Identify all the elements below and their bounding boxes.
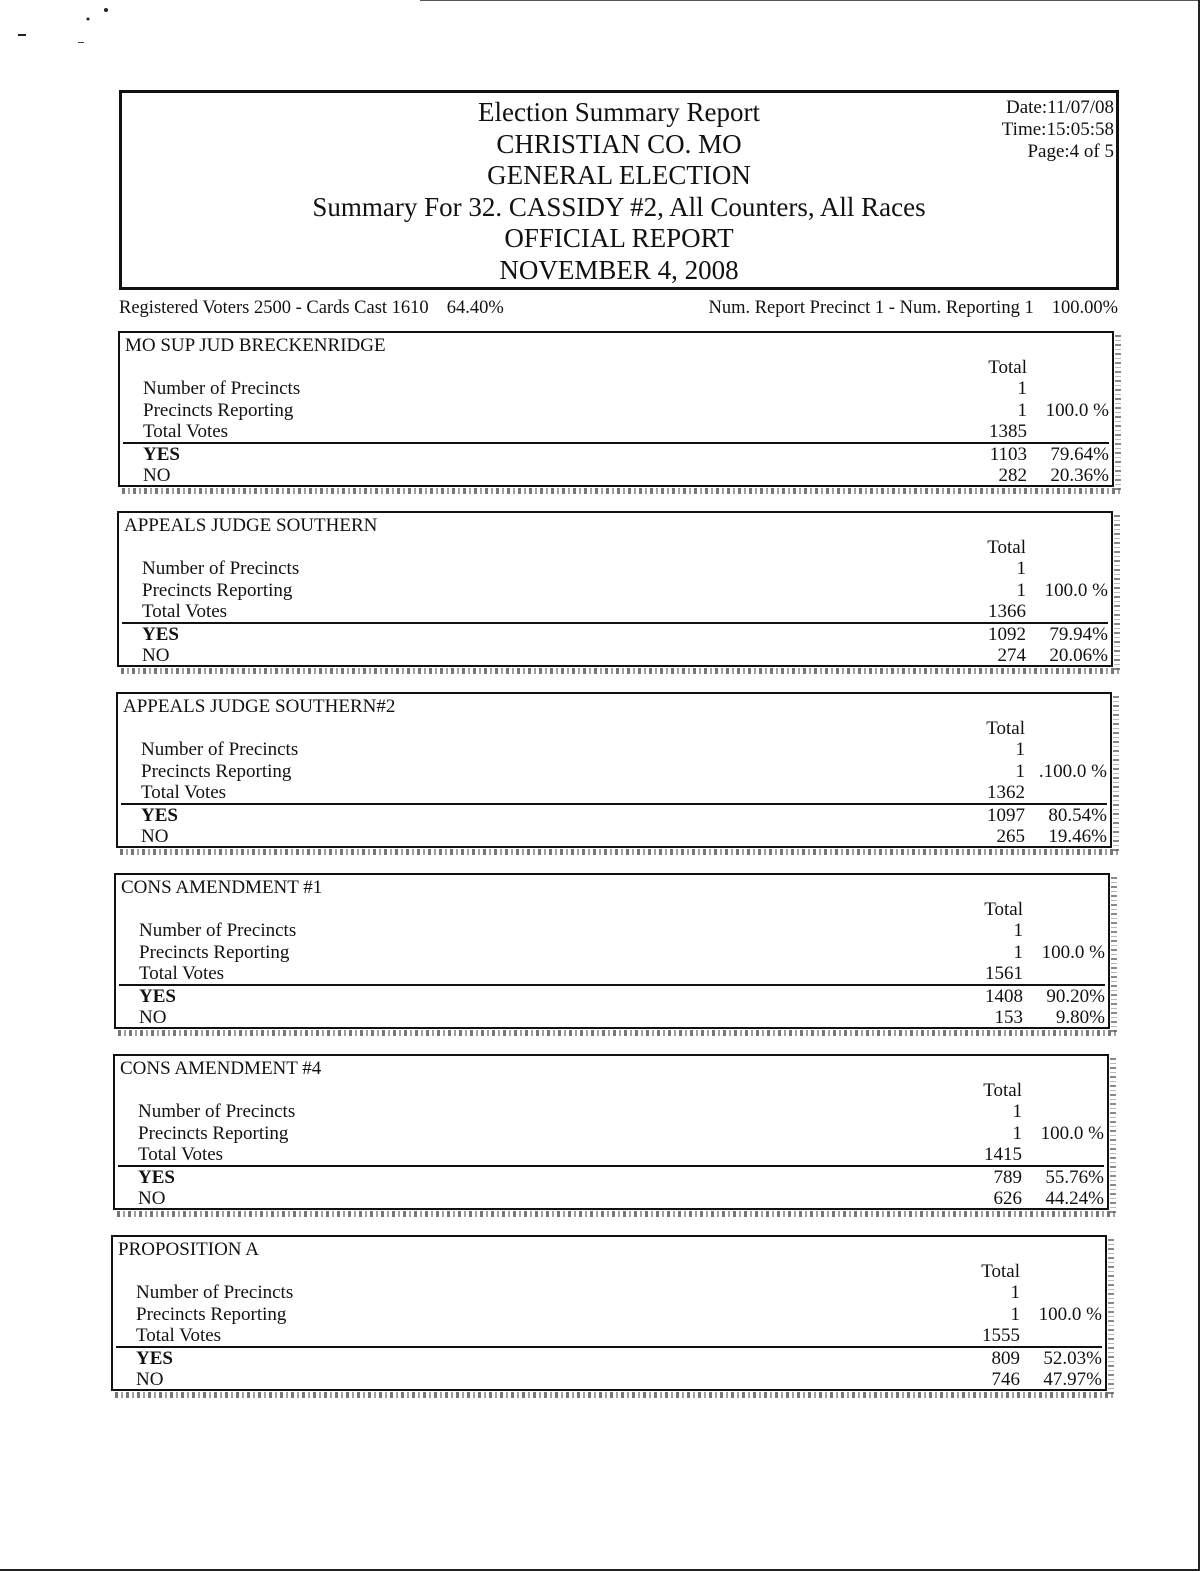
total-votes-value: 1561 [985, 963, 1023, 984]
race-title: CONS AMENDMENT #4 [120, 1058, 322, 1079]
num-precincts-value: 1 [1012, 1101, 1022, 1122]
no-row [119, 645, 1111, 667]
num-precincts-label: Number of Precincts [139, 920, 297, 941]
total-votes-label: Total Votes [142, 601, 228, 622]
num-precincts-label: Number of Precincts [136, 1282, 294, 1303]
yes-votes: 1097 [987, 805, 1025, 826]
scan-top-edge [420, 0, 1200, 1]
total-votes-value: 1362 [987, 782, 1025, 803]
yes-row [120, 444, 1112, 466]
report-meta [1002, 97, 1114, 163]
report-title: Election Summary Report [478, 97, 760, 127]
precincts-reporting-label: Precincts Reporting [138, 1123, 289, 1144]
total-header-row [113, 1261, 1105, 1283]
race-title: MO SUP JUD BRECKENRIDGE [125, 335, 386, 356]
print-artifact-bottom [121, 668, 1119, 674]
precincts-reporting-label: Precincts Reporting [142, 580, 293, 601]
num-precincts-label: Number of Precincts [143, 378, 301, 399]
precincts-reporting-percent: 100.0 % [1041, 942, 1105, 963]
report-page: Page:4 of 5 [1027, 141, 1114, 162]
no-percent: 9.80% [1055, 1007, 1105, 1028]
precincts-reporting-label: Precincts Reporting [141, 761, 292, 782]
yes-label: YES [142, 624, 179, 645]
report-title-block [122, 97, 1116, 286]
yes-row [113, 1348, 1105, 1370]
yes-row [115, 1167, 1107, 1189]
no-votes: 626 [993, 1188, 1022, 1209]
precincts-reporting-row [119, 580, 1111, 602]
print-artifact-bottom [115, 1392, 1113, 1398]
registered-voters-text: Registered Voters 2500 - Cards Cast 1610 [119, 298, 429, 318]
no-label: NO [142, 645, 170, 666]
election-name: GENERAL ELECTION [487, 160, 751, 190]
race-title: CONS AMENDMENT #1 [121, 877, 323, 898]
no-row [116, 1007, 1108, 1029]
yes-label: YES [141, 805, 178, 826]
no-votes: 153 [994, 1007, 1023, 1028]
num-precincts-row [118, 739, 1110, 761]
race-title: APPEALS JUDGE SOUTHERN [124, 515, 378, 536]
race-block [116, 692, 1112, 848]
yes-votes: 809 [991, 1348, 1020, 1369]
total-votes-label: Total Votes [138, 1144, 224, 1165]
turnout-percent: 64.40% [446, 298, 504, 318]
precincts-reporting-row [113, 1304, 1105, 1326]
no-label: NO [136, 1369, 164, 1390]
no-percent: 47.97% [1043, 1369, 1102, 1390]
total-column-header: Total [988, 357, 1027, 378]
print-artifact-side [1111, 877, 1117, 1033]
total-votes-row [120, 421, 1112, 443]
precincts-reporting-row [120, 400, 1112, 422]
print-artifact-bottom [118, 1030, 1116, 1036]
no-row [118, 826, 1110, 848]
precincts-reporting-value: 1 [1015, 761, 1025, 782]
county-name: CHRISTIAN CO. MO [496, 128, 742, 159]
print-artifact-side [1110, 1058, 1116, 1214]
num-precincts-value: 1 [1016, 558, 1026, 579]
yes-percent: 79.94% [1049, 624, 1108, 645]
reporting-text: Num. Report Precinct 1 - Num. Reporting 1 [708, 298, 1034, 318]
num-precincts-value: 1 [1015, 739, 1025, 760]
no-percent: 20.06% [1049, 645, 1108, 666]
total-votes-row [119, 601, 1111, 623]
precincts-reporting-row [118, 761, 1110, 783]
scan-specks [0, 0, 130, 60]
total-votes-row [118, 782, 1110, 804]
precincts-reporting-label: Precincts Reporting [143, 400, 294, 421]
total-header-row [115, 1080, 1107, 1102]
yes-votes: 1408 [985, 986, 1023, 1007]
total-votes-row [113, 1325, 1105, 1347]
no-row [113, 1369, 1105, 1391]
yes-row [119, 624, 1111, 646]
precincts-reporting-summary [708, 298, 1118, 319]
yes-votes: 1092 [988, 624, 1026, 645]
print-artifact-side [1113, 696, 1119, 852]
yes-row [118, 805, 1110, 827]
precincts-reporting-value: 1 [1016, 580, 1026, 601]
precincts-reporting-label: Precincts Reporting [136, 1304, 287, 1325]
print-artifact-bottom [117, 1211, 1115, 1217]
race-block [118, 331, 1114, 487]
yes-label: YES [143, 444, 180, 465]
report-header [119, 90, 1119, 290]
report-time: Time:15:05:58 [1001, 119, 1114, 140]
yes-votes: 789 [993, 1167, 1022, 1188]
num-precincts-row [119, 558, 1111, 580]
no-label: NO [139, 1007, 167, 1028]
race-title: APPEALS JUDGE SOUTHERN#2 [123, 696, 396, 717]
num-precincts-value: 1 [1013, 920, 1023, 941]
reporting-percent: 100.00% [1051, 298, 1118, 318]
total-header-row [116, 899, 1108, 921]
total-header-row [120, 357, 1112, 379]
total-column-header: Total [983, 1080, 1022, 1101]
precincts-reporting-percent: .100.0 % [1038, 761, 1107, 782]
precincts-reporting-row [116, 942, 1108, 964]
yes-label: YES [136, 1348, 173, 1369]
no-votes: 274 [997, 645, 1026, 666]
no-percent: 20.36% [1050, 465, 1109, 486]
print-artifact-bottom [122, 488, 1120, 494]
no-votes: 746 [991, 1369, 1020, 1390]
yes-percent: 79.64% [1050, 444, 1109, 465]
no-label: NO [141, 826, 169, 847]
no-percent: 44.24% [1045, 1188, 1104, 1209]
num-precincts-value: 1 [1017, 378, 1027, 399]
total-votes-label: Total Votes [136, 1325, 222, 1346]
total-column-header: Total [984, 899, 1023, 920]
precincts-reporting-percent: 100.0 % [1038, 1304, 1102, 1325]
race-block [114, 873, 1110, 1029]
num-precincts-row [113, 1282, 1105, 1304]
no-percent: 19.46% [1048, 826, 1107, 847]
report-date: Date:11/07/08 [1006, 97, 1114, 118]
total-votes-row [116, 963, 1108, 985]
yes-label: YES [138, 1167, 175, 1188]
precincts-reporting-label: Precincts Reporting [139, 942, 290, 963]
num-precincts-label: Number of Precincts [138, 1101, 296, 1122]
precincts-reporting-percent: 100.0 % [1040, 1123, 1104, 1144]
num-precincts-value: 1 [1010, 1282, 1020, 1303]
total-votes-label: Total Votes [143, 421, 229, 442]
precincts-reporting-value: 1 [1012, 1123, 1022, 1144]
report-status: OFFICIAL REPORT [504, 223, 734, 253]
yes-row [116, 986, 1108, 1008]
election-date: NOVEMBER 4, 2008 [499, 254, 739, 285]
yes-percent: 80.54% [1048, 805, 1107, 826]
total-header-row [118, 718, 1110, 740]
total-votes-value: 1366 [988, 601, 1026, 622]
race-block [117, 511, 1113, 667]
yes-percent: 55.76% [1045, 1167, 1104, 1188]
registered-voters [119, 298, 504, 319]
turnout-summary [119, 298, 1118, 322]
no-label: NO [138, 1188, 166, 1209]
num-precincts-label: Number of Precincts [142, 558, 300, 579]
total-votes-row [115, 1144, 1107, 1166]
race-block [111, 1235, 1107, 1391]
precincts-reporting-value: 1 [1017, 400, 1027, 421]
total-column-header: Total [987, 537, 1026, 558]
no-label: NO [143, 465, 171, 486]
yes-percent: 90.20% [1046, 986, 1105, 1007]
print-artifact-side [1115, 335, 1121, 491]
no-votes: 282 [998, 465, 1027, 486]
total-votes-label: Total Votes [141, 782, 227, 803]
num-precincts-row [120, 378, 1112, 400]
precincts-reporting-percent: 100.0 % [1045, 400, 1109, 421]
yes-label: YES [139, 986, 176, 1007]
total-header-row [119, 537, 1111, 559]
num-precincts-row [115, 1101, 1107, 1123]
num-precincts-label: Number of Precincts [141, 739, 299, 760]
race-block [113, 1054, 1109, 1210]
precincts-reporting-row [115, 1123, 1107, 1145]
precincts-reporting-value: 1 [1013, 942, 1023, 963]
num-precincts-row [116, 920, 1108, 942]
summary-scope: Summary For 32. CASSIDY #2, All Counters, All Races [312, 191, 926, 222]
print-artifact-side [1114, 515, 1120, 671]
yes-percent: 52.03% [1043, 1348, 1102, 1369]
race-title: PROPOSITION A [118, 1239, 259, 1260]
print-artifact-bottom [120, 849, 1118, 855]
precincts-reporting-value: 1 [1010, 1304, 1020, 1325]
precincts-reporting-percent: 100.0 % [1044, 580, 1108, 601]
yes-votes: 1103 [989, 444, 1027, 465]
no-row [120, 465, 1112, 487]
total-votes-value: 1415 [984, 1144, 1022, 1165]
total-votes-label: Total Votes [139, 963, 225, 984]
total-votes-value: 1555 [982, 1325, 1020, 1346]
total-column-header: Total [986, 718, 1025, 739]
total-column-header: Total [981, 1261, 1020, 1282]
print-artifact-side [1108, 1239, 1114, 1395]
no-votes: 265 [996, 826, 1025, 847]
total-votes-value: 1385 [989, 421, 1027, 442]
no-row [115, 1188, 1107, 1210]
